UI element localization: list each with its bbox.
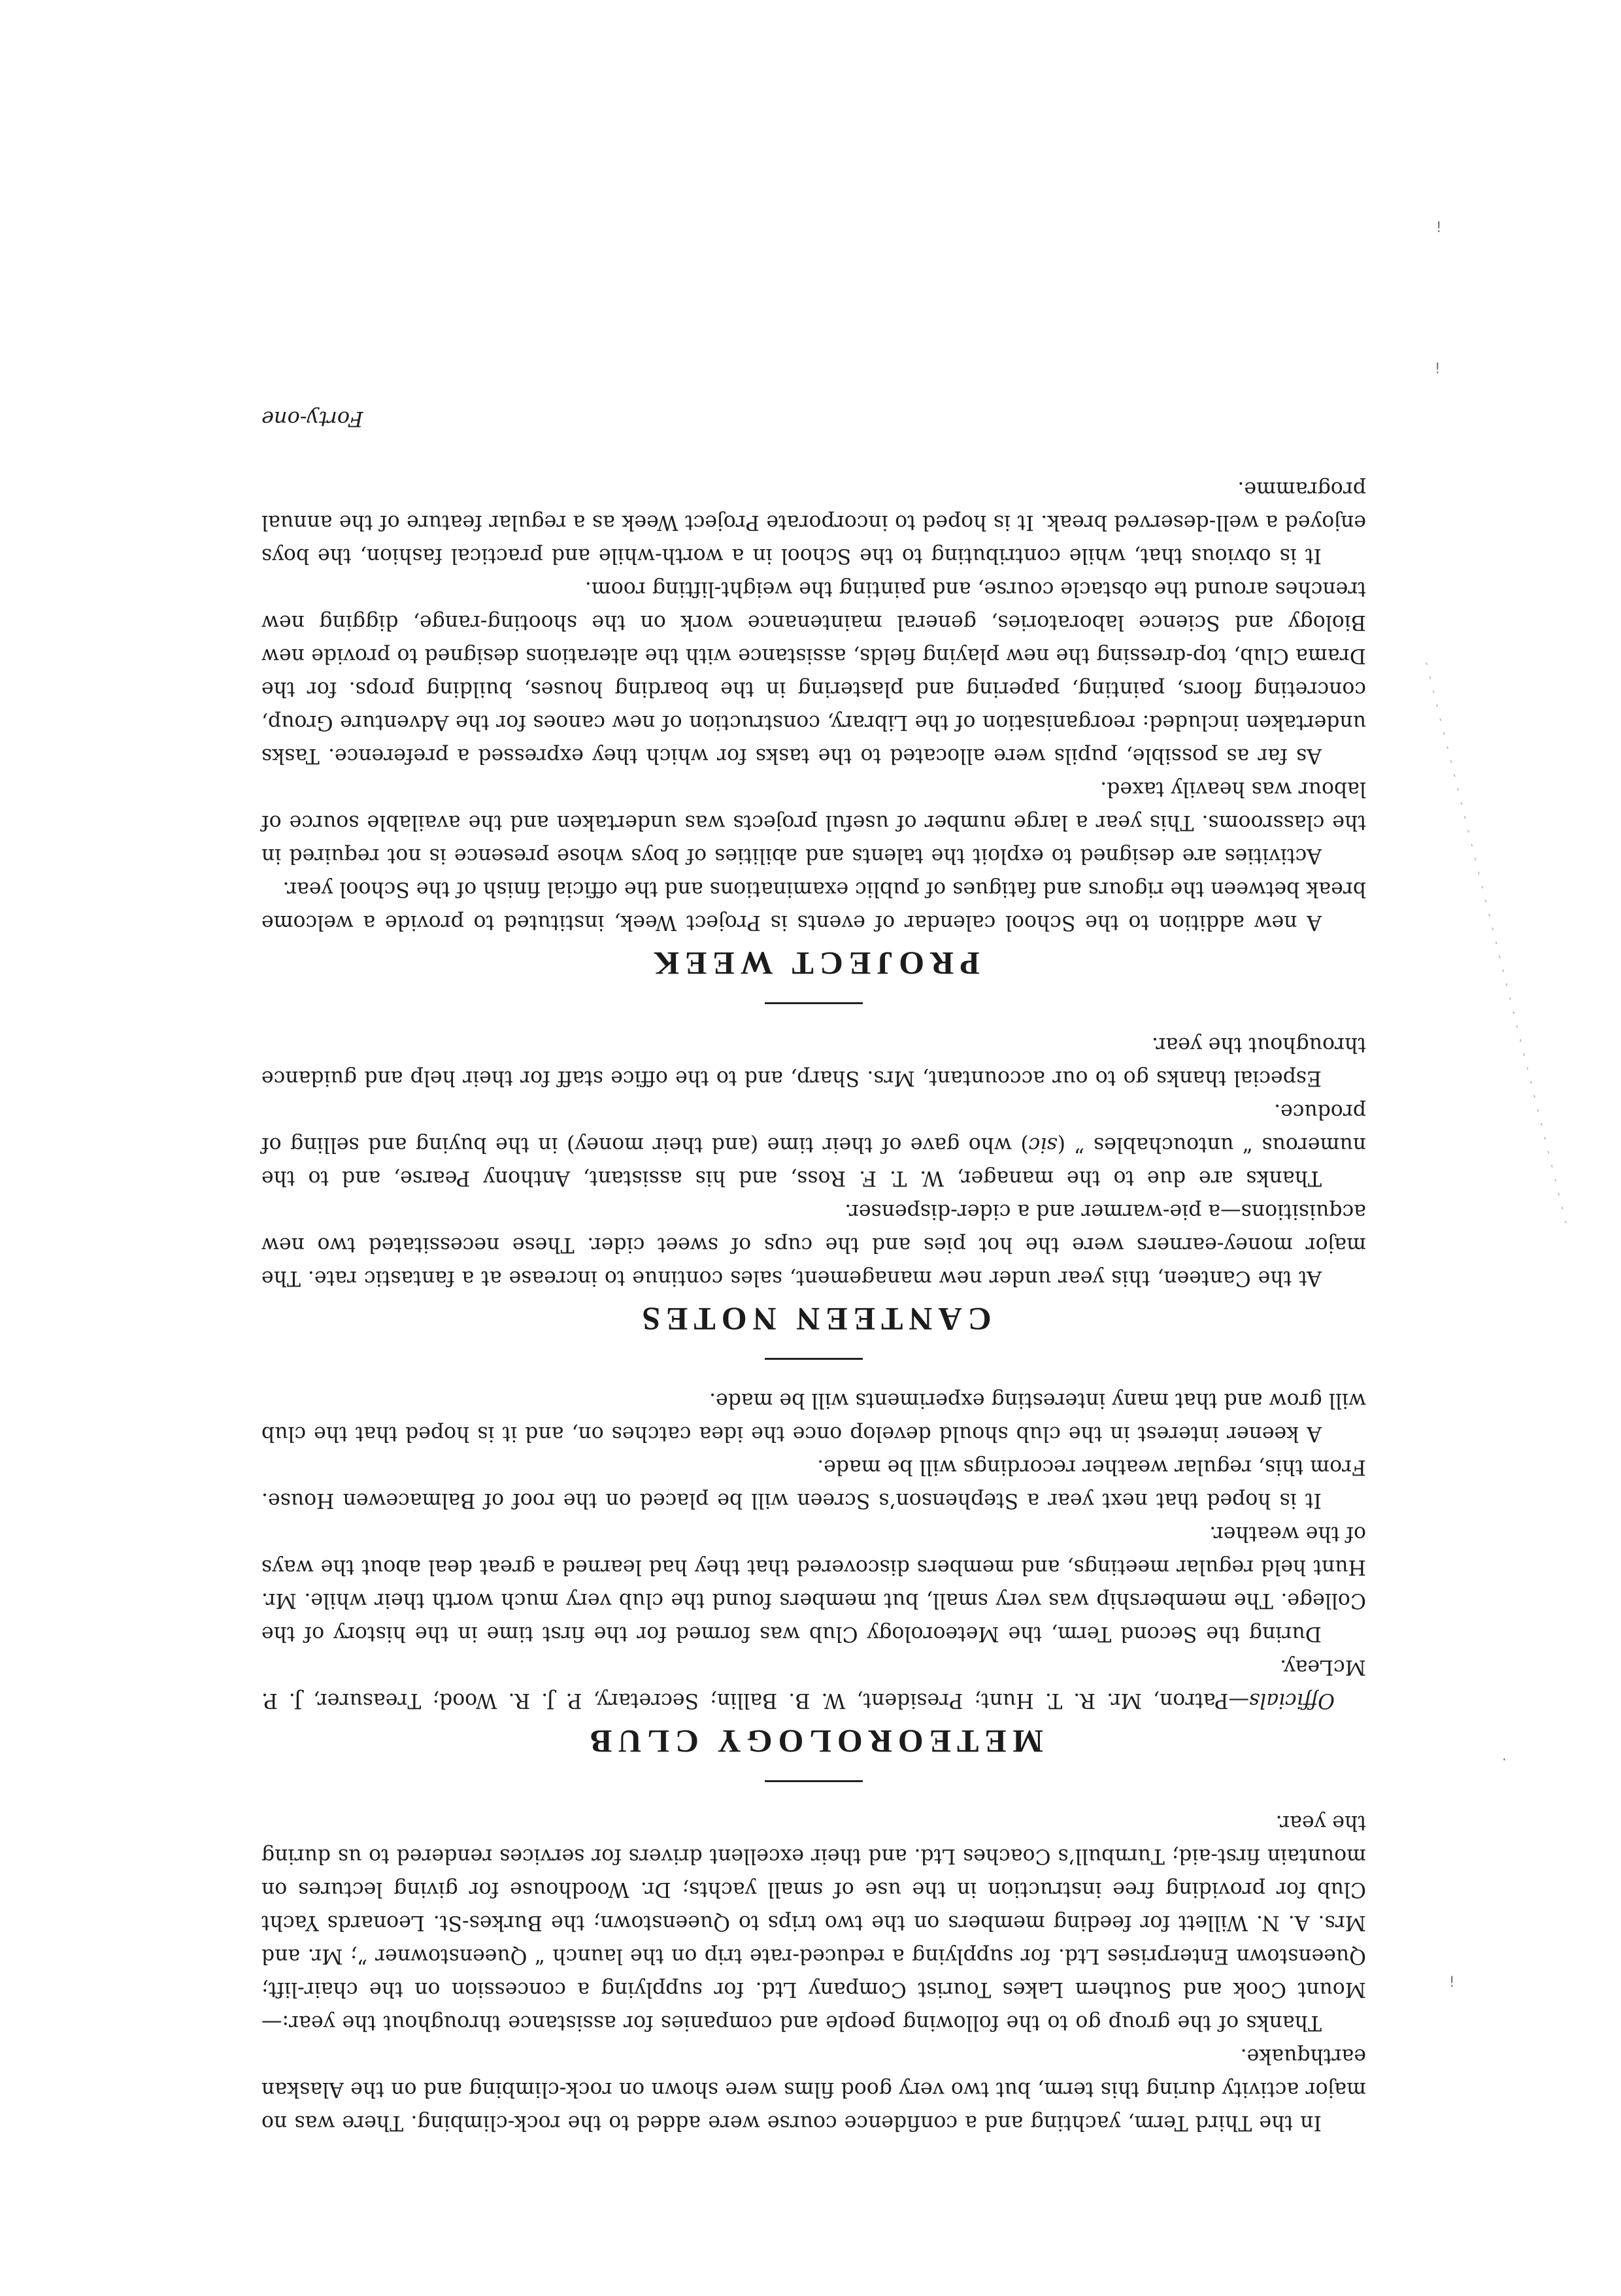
canteen-paragraph-2 <box>261 1094 1366 1194</box>
officials-label: Officials <box>1249 1689 1335 1712</box>
canteen-p2-start: Thanks are due to the manager, W. T. F. Ross, and his assistant, Anthony Pearse, and to the numerous “ untouchables ” ( <box>261 1133 1366 1190</box>
meteorology-officials <box>261 1650 1366 1717</box>
scan-speck: ǃ <box>1435 361 1440 377</box>
meteorology-paragraph-1: During the Second Term, the Meteorology Club was formed for the first time in the history of the College. The membership was very small, but members found the club very much worth their while. Mr. Hunt held regular meetings, and members discovered that they had learned a great deal about the ways of the weather. <box>261 1522 1366 1646</box>
project-paragraph-2: Activities are designed to exploit the talents and abilities of boys whose presence is not required in the classrooms. This year a large number of useful projects was undertaken and the available source of labour was heavily taxed. <box>261 777 1366 868</box>
scan-speck: ǃ <box>1450 1974 1454 1991</box>
page-body <box>261 402 1366 2139</box>
meteorology-club-heading: METEOROLOGY CLUB <box>584 1723 1043 1760</box>
canteen-notes-heading: CANTEEN NOTES <box>636 1301 992 1338</box>
meteorology-paragraph-2: It is hoped that next year a Stephenson’s Screen will be placed on the roof of Balmacewen House. From this, regular weather recordings will be made. <box>261 1455 1366 1512</box>
scan-speck: · <box>1502 1752 1507 1768</box>
scan-speck: ǃ <box>1437 220 1441 236</box>
canteen-paragraph-1: At the Canteen, this year under new management, sales continue to increase at a fantastic rate. The major money-earners were the hot pies and the cups of sweet cider. These necessitated two new acquisitions—a pie-warmer and a cider-dispenser. <box>261 1200 1366 1290</box>
project-paragraph-1: A new addition to the School calendar of events is Project Week, instituted to provide a welcome break between the rigours and fatigues of public examinations and the official finish of the School year. <box>261 877 1366 934</box>
paragraph-third-term: In the Third Term, yachting and a confidence course were added to the rock-climbing. There was no major activity during this term, but two very good films were shown on rock-climbing and on the Alaskan earthquake. <box>261 2044 1366 2135</box>
sic-italic: sic <box>1028 1133 1058 1156</box>
canteen-paragraph-3: Especial thanks go to our accountant, Mrs. Sharp, and to the office staff for their help and guidance throughout the year. <box>261 1033 1366 1090</box>
officials-text: —Patron, Mr. R. T. Hunt; President, W. B. Ballin; Secretary, P. J. R. Wood; Treasurer, J. P. McLeay. <box>261 1655 1366 1712</box>
meteorology-paragraph-3: A keener interest in the club should develop once the idea catches on, and it is hoped that the club will grow and that many interesting experiments will be made. <box>261 1389 1366 1445</box>
paragraph-thanks-group: Thanks of the group go to the following people and companies for assistance throughout the year:—Mount Cook and Southern Lakes Tourist Company Ltd. for supplying a concession on the chair-lift; Queenstown Enterprises Ltd. for supplying a reduced-rate trip on the launch “ Queenstowner ”; Mr. and Mrs. A. N. Willett for feeding members on the two trips to Queenstown; the Burkes-St. Leonards Yacht Club for providing free instruction in the use of small yachts; Dr. Woodhouse for giving lectures on mountain first-aid; Turnbull’s Coaches Ltd. and their excellent drivers for services rendered to us during the year. <box>261 1811 1366 2034</box>
section-rule <box>765 1358 863 1360</box>
project-paragraph-3: As far as possible, pupils were allocated to the tasks for which they expressed a preference. Tasks undertaken included: reorganisation of the Library, construction of new canoes for the Adventure Group, concreting floors, painting, papering and plastering in the boarding houses, building props. for the Drama Club, top-dressing the new playing fields, assistance with the alterations designed to provide new Biology and Science laboratories, general maintenance work on the shooting-range, digging new trenches around the obstacle course, and painting the weight-lifting room. <box>261 577 1366 768</box>
section-rule <box>765 1002 863 1004</box>
page-number: Forty-one <box>261 407 363 431</box>
section-rule <box>765 1780 863 1782</box>
project-paragraph-4: It is obvious that, while contributing to the School in a worth-while and practical fashion, the boys enjoyed a well-deserved break. It is hoped to incorporate Project Week as a regular feature of the annual programme. <box>261 477 1366 567</box>
project-week-heading: PROJECT WEEK <box>648 945 980 982</box>
canteen-p2-end: ) who gave of their time (and their money) in the buying and selling of produce. <box>261 1100 1366 1156</box>
